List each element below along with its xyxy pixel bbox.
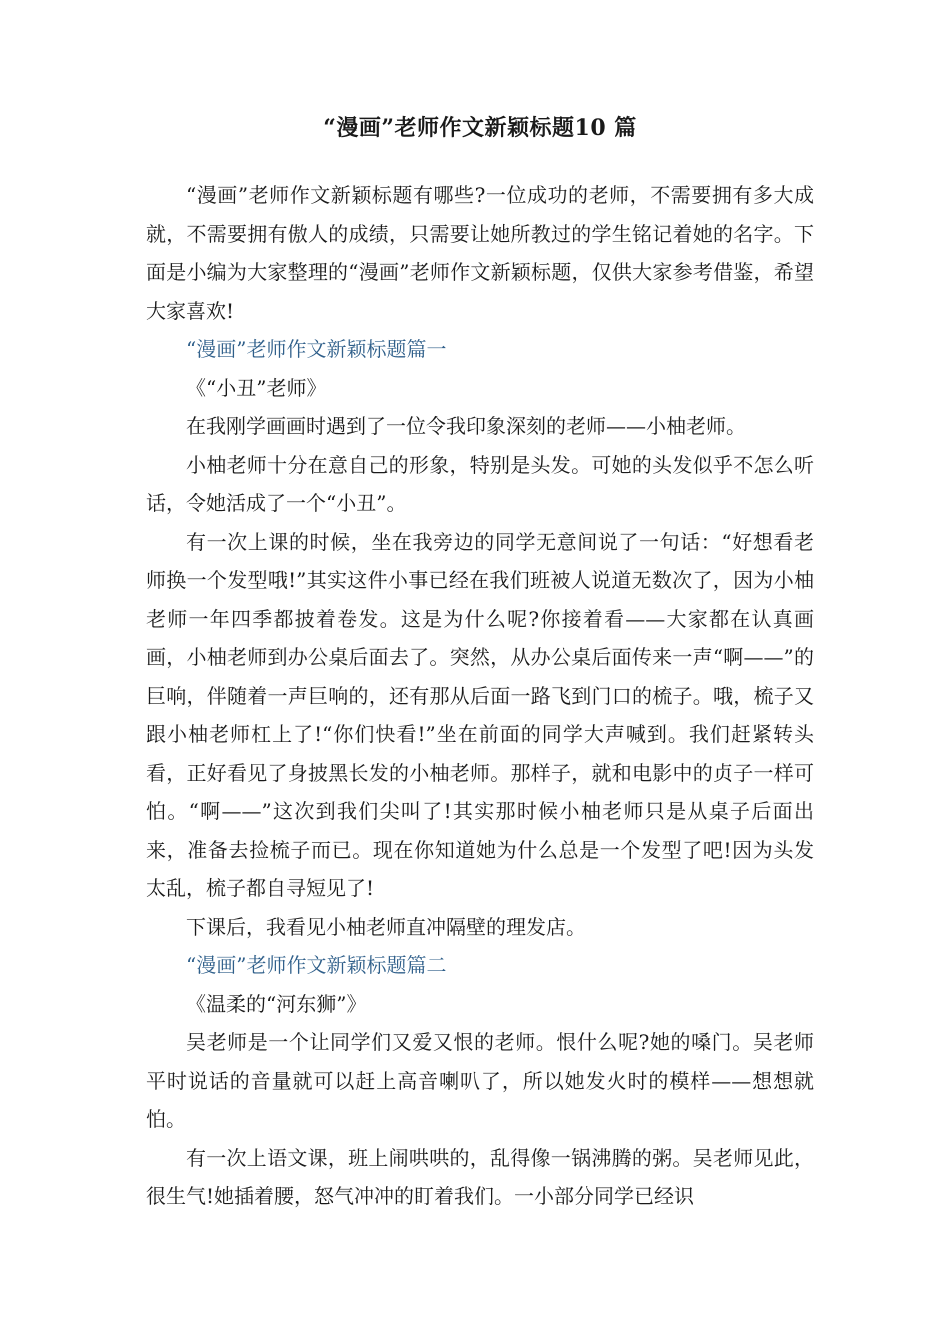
essay-title-2: 《温柔的“河东狮”》 (186, 991, 367, 1016)
paragraph: 小柚老师十分在意自己的形象，特别是头发。可她的头发似乎不怎么听话，令她活成了一个“小丑”。 (146, 452, 814, 515)
paragraph: 有一次上语文课，班上闹哄哄的，乱得像一锅沸腾的粥。吴老师见此，很生气!她插着腰，怒气冲冲的盯着我们。一小部分同学已经识 (146, 1145, 814, 1208)
paragraph: 在我刚学画画时遇到了一位令我印象深刻的老师——小柚老师。 (186, 414, 746, 438)
document-title: “漫画”老师作文新颖标题10 篇 (323, 115, 637, 141)
section-heading-1: “漫画”老师作文新颖标题篇一 (186, 337, 447, 361)
document-page (146, 108, 814, 1216)
essay-title-1: 《“小丑”老师》 (186, 375, 327, 400)
paragraph: 有一次上课的时候，坐在我旁边的同学无意间说了一句话：“好想看老师换一个发型哦!”其实这件小事已经在我们班被人说道无数次了，因为小柚老师一年四季都披着卷发。这是为什么呢?你接着看——大家都在认真画画，小柚老师到办公桌后面去了。突然，从办公桌后面传来一声“啊——”的巨响，伴随着一声巨响的，还有那从后面一路飞到门口的梳子。哦，梳子又跟小柚老师杠上了!“你们快看!”坐在前面的同学大声喊到。我们赶紧转头看，正好看见了身披黑长发的小柚老师。那样子，就和电影中的贞子一样可怕。“啊——”这次到我们尖叫了!其实那时候小柚老师只是从桌子后面出来，准备去捡梳子而已。现在你知道她为什么总是一个发型了吧!因为头发太乱，梳子都自寻短见了! (146, 529, 814, 900)
intro-paragraph: “漫画”老师作文新颖标题有哪些?一位成功的老师，不需要拥有多大成就，不需要拥有傲人的成绩，只需要让她所教过的学生铭记着她的名字。下面是小编为大家整理的“漫画”老师作文新颖标题，仅供大家参考借鉴，希望大家喜欢! (146, 183, 814, 323)
paragraph: 下课后，我看见小柚老师直冲隔壁的理发店。 (186, 914, 586, 939)
paragraph: 吴老师是一个让同学们又爱又恨的老师。恨什么呢?她的嗓门。吴老师平时说话的音量就可以赶上高音喇叭了，所以她发火时的模样——想想就怕。 (146, 1030, 814, 1131)
section-heading-2: “漫画”老师作文新颖标题篇二 (186, 953, 447, 977)
